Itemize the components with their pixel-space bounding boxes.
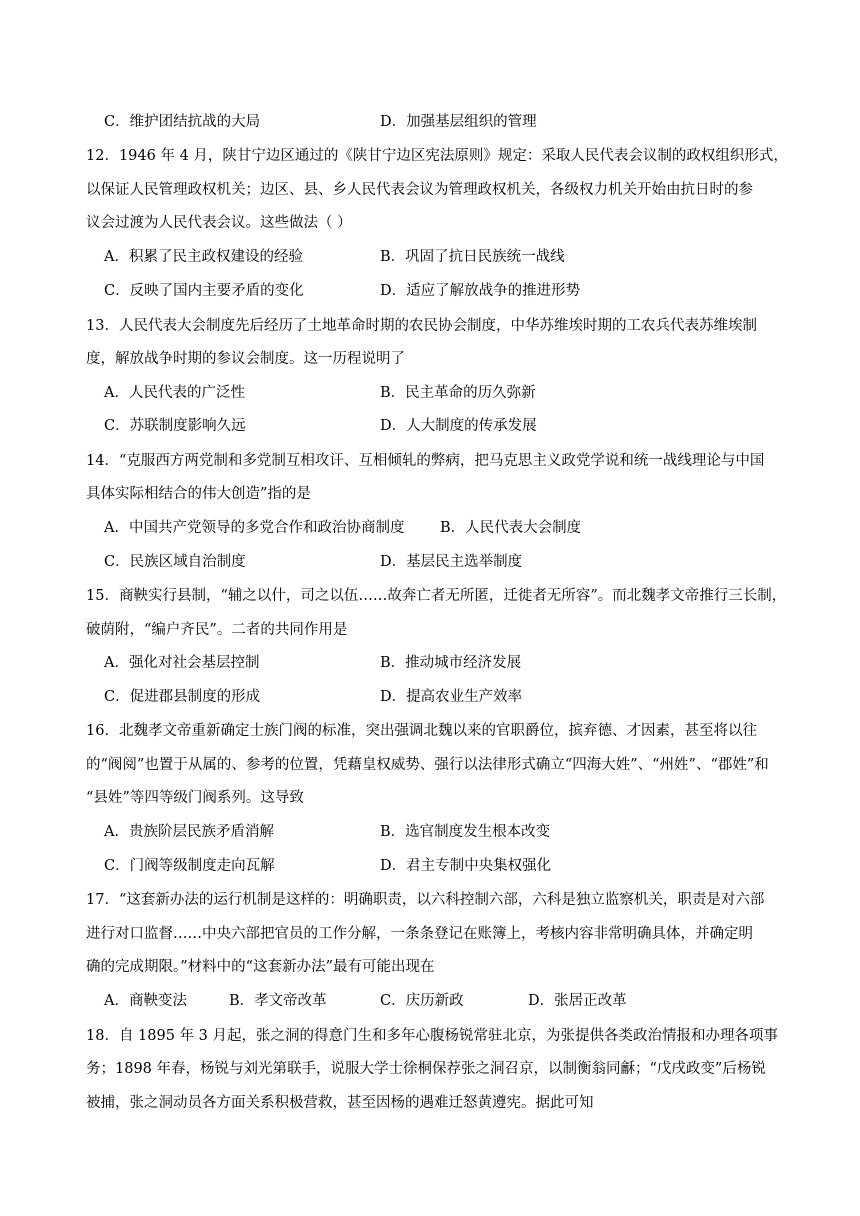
q17-option-b: B．孝文帝改革: [229, 993, 327, 1009]
q16-option-a: A．贵族阶层民族矛盾消解: [104, 824, 274, 840]
q18-stem-line-1: 18．自 1895 年 3 月起，张之洞的得意门生和多年心腹杨锐常驻北京，为张提供各类政治情报和办理各项事: [86, 1028, 779, 1044]
q16-stem-line-2: 的“阀阅”也置于从属的、参考的位置，凭藉皇权威势、强行以法律形式确立“四海大姓”、“州姓”、“郡姓”和: [86, 757, 769, 773]
q17-stem-line-3: 确的完成期限。”材料中的“这套新办法”最有可能出现在: [86, 959, 435, 975]
q13-option-b: B．民主革命的历久弥新: [380, 385, 536, 401]
q11-option-d: D．加强基层组织的管理: [380, 114, 537, 130]
q14-option-c: C．民族区域自治制度: [104, 554, 246, 570]
q16-option-d: D．君主专制中央集权强化: [380, 858, 552, 874]
q15-stem-line-1: 15．商鞅实行县制，“辅之以什，司之以伍……故奔亡者无所匿，迁徙者无所容”。而北魏孝文帝推行三长制，: [86, 588, 787, 604]
q18-stem-line-3: 被捕，张之洞动员各方面关系积极营救，甚至因杨的遇难迁怒黄遵宪。据此可知: [86, 1095, 594, 1111]
q12-option-a: A．积累了民主政权建设的经验: [104, 249, 303, 265]
q17-stem-line-1: 17．“这套新办法的运行机制是这样的：明确职责，以六科控制六部，六科是独立监察机关，职责是对六部: [86, 892, 765, 908]
q18-stem-line-2: 务；1898 年春，杨锐与刘光第联手，说服大学士徐桐保荐张之洞召京，以制衡翁同龢；“戊戌政变”后杨锐: [86, 1061, 766, 1077]
q11-option-c: C．维护团结抗战的大局: [104, 114, 261, 130]
q15-option-c: C．促进郡县制度的形成: [104, 689, 261, 705]
q12-stem-line-3: 议会过渡为人民代表会议。这些做法（ ）: [86, 215, 352, 231]
q13-option-d: D．人大制度的传承发展: [380, 418, 537, 434]
q17-option-d: D．张居正改革: [528, 993, 627, 1009]
q14-option-a: A．中国共产党领导的多党合作和政治协商制度: [104, 520, 405, 536]
q13-stem-line-1: 13．人民代表大会制度先后经历了土地革命时期的农民协会制度，中华苏维埃时期的工农兵代表苏维埃制: [86, 318, 757, 334]
q17-stem-line-2: 进行对口监督……中央六部把官员的工作分解，一条条登记在账簿上，考核内容非常明确具体，并确定明: [86, 926, 753, 942]
q15-option-d: D．提高农业生产效率: [380, 689, 523, 705]
q14-stem-line-2: 具体实际相结合的伟大创造”指的是: [86, 486, 311, 502]
q14-option-d: D．基层民主选举制度: [380, 554, 523, 570]
q17-option-a: A．商鞅变法: [104, 993, 187, 1009]
q15-option-a: A．强化对社会基层控制: [104, 655, 260, 671]
q13-stem-line-2: 度，解放战争时期的参议会制度。这一历程说明了: [86, 351, 405, 367]
q16-option-c: C．门阀等级制度走向瓦解: [104, 858, 275, 874]
q13-option-c: C．苏联制度影响久远: [104, 418, 246, 434]
q12-option-b: B．巩固了抗日民族统一战线: [380, 249, 565, 265]
q12-option-d: D．适应了解放战争的推进形势: [380, 283, 581, 299]
q16-stem-line-3: “县姓”等四等级门阀系列。这导致: [86, 790, 304, 806]
q16-stem-line-1: 16．北魏孝文帝重新确定士族门阀的标准，突出强调北魏以来的官职爵位，摈弃德、才因素，甚至将以往: [86, 723, 757, 739]
q15-option-b: B．推动城市经济发展: [380, 655, 522, 671]
q14-option-b: B．人民代表大会制度: [440, 520, 582, 536]
q17-option-c: C．庆历新政: [380, 993, 464, 1009]
q12-stem-line-1: 12．1946 年 4 月，陕甘宁边区通过的《陕甘宁边区宪法原则》规定：采取人民代表会议制的政权组织形式，: [86, 148, 788, 164]
q12-option-c: C．反映了国内主要矛盾的变化: [104, 283, 304, 299]
q15-stem-line-2: 破荫附，“编户齐民”。二者的共同作用是: [86, 622, 348, 638]
q16-option-b: B．选官制度发生根本改变: [380, 824, 551, 840]
q14-stem-line-1: 14．“克服西方两党制和多党制互相攻讦、互相倾轧的弊病，把马克思主义政党学说和统一战线理论与中国: [86, 453, 765, 469]
q12-stem-line-2: 以保证人民管理政权机关；边区、县、乡人民代表会议为管理政权机关，各级权力机关开始由抗日时的参: [86, 182, 753, 198]
q13-option-a: A．人民代表的广泛性: [104, 385, 245, 401]
